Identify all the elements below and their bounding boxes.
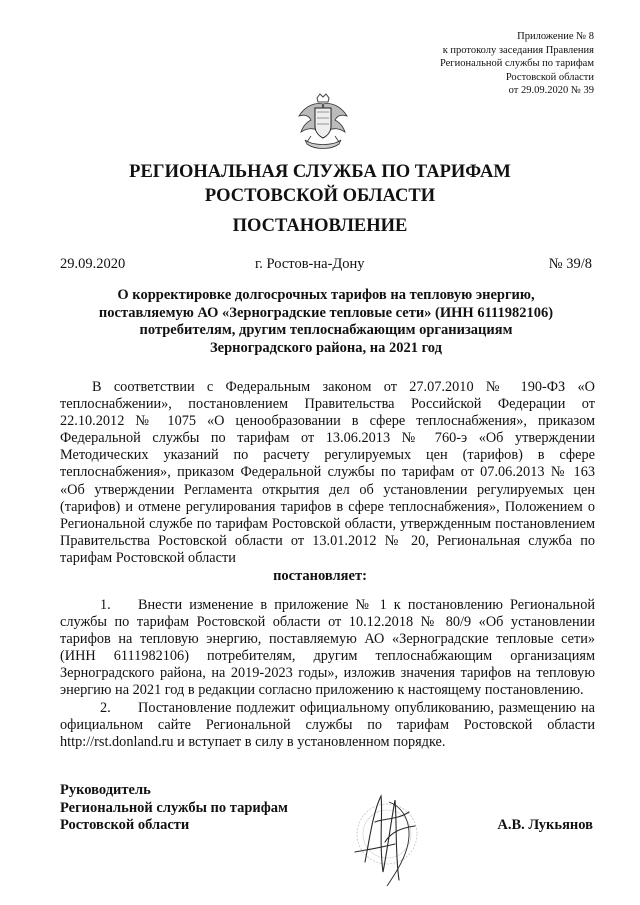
document-city: г. Ростов-на-Дону (255, 256, 365, 272)
resolution-item (60, 700, 595, 751)
agency-title-line: РОСТОВСКОЙ ОБЛАСТИ (204, 186, 436, 206)
preamble-paragraph: В соответствии с Федеральным законом от 27.07.2010 № 190-ФЗ «О теплоснабжении», постановлением Правительства Российской Федерации от 22.10.2012 № 1075 «О ценообразовании в сфере теплоснабжения», приказом Федеральной службы по тарифам от 13.06.2013 № 760-э «Об утверждении Методических указаний по расчету регулируемых цен (тарифов) в сфере теплоснабжения», приказом Федеральной службы по тарифам от 07.06.2013 № 163 «Об утверждении Регламента открытия дел об установлении регулируемых цен (тарифов) и отмене регулирования тарифов в сфере теплоснабжения», Положением о Региональной службе по тарифам Ростовской области, утвержденным постановлением Правительства Ростовской области от 13.01.2012 № 20, Региональная служба по тарифам Ростовской области (60, 379, 595, 566)
appendix-note (440, 30, 594, 98)
resolution-item (60, 597, 595, 700)
item-text: Постановление подлежит официальному опубликованию, размещению на официальном сайте Региональной службы по тарифам Ростовской области http://rst.donland.ru и вступает в силу в установленном порядке. (60, 699, 595, 750)
subject-line: потребителям, другим теплоснабжающим организациям (139, 322, 513, 338)
appendix-line: от 29.09.2020 № 39 (508, 85, 594, 96)
document-subject (60, 287, 592, 357)
handwritten-signature-icon (325, 782, 455, 897)
appendix-line: Региональной службы по тарифам (439, 58, 594, 69)
signatory-name: А.В. Лукьянов (497, 817, 593, 833)
coat-of-arms-icon (295, 92, 351, 152)
appendix-line: к протоколу заседания Правления (442, 44, 594, 56)
appendix-line: Приложение № 8 (517, 31, 594, 42)
subject-line: Зерноградского района, на 2021 год (210, 339, 442, 356)
signatory-title (60, 782, 288, 835)
document-number: № 39/8 (548, 256, 592, 272)
document-type: ПОСТАНОВЛЕНИЕ (232, 216, 408, 236)
signatory-line: Ростовской области (60, 817, 190, 833)
agency-title-line: РЕГИОНАЛЬНАЯ СЛУЖБА ПО ТАРИФАМ (129, 162, 511, 182)
agency-title (0, 160, 640, 208)
document-meta (60, 256, 592, 276)
document-date: 29.09.2020 (60, 256, 126, 272)
subject-line: поставляемую АО «Зерноградские тепловые сети» (ИНН 6111982106) (98, 304, 554, 321)
item-number: 2. (100, 699, 111, 716)
subject-line: О корректировке долгосрочных тарифов на тепловую энергию, (117, 287, 535, 303)
appendix-line: Ростовской области (505, 71, 594, 83)
item-text: Внести изменение в приложение № 1 к постановлению Региональной службы по тарифам Ростовской области от 10.12.2018 № 80/9 «Об установлении тарифов на тепловую энергию, поставляемую АО «Зерноградские тепловые сети» (ИНН 6111982106) потребителям, другим теплоснабжающим организациям Зерноградского района, на 2019-2023 годы», изложив значения тарифов на тепловую энергию на 2021 год в редакции согласно приложению к настоящему постановлению. (60, 597, 595, 699)
decree-word: постановляет: (273, 568, 367, 584)
signatory-line: Региональной службы по тарифам (60, 799, 288, 816)
signatory-line: Руководитель (60, 782, 151, 798)
item-number: 1. (100, 597, 111, 613)
resolution-items (60, 597, 595, 751)
